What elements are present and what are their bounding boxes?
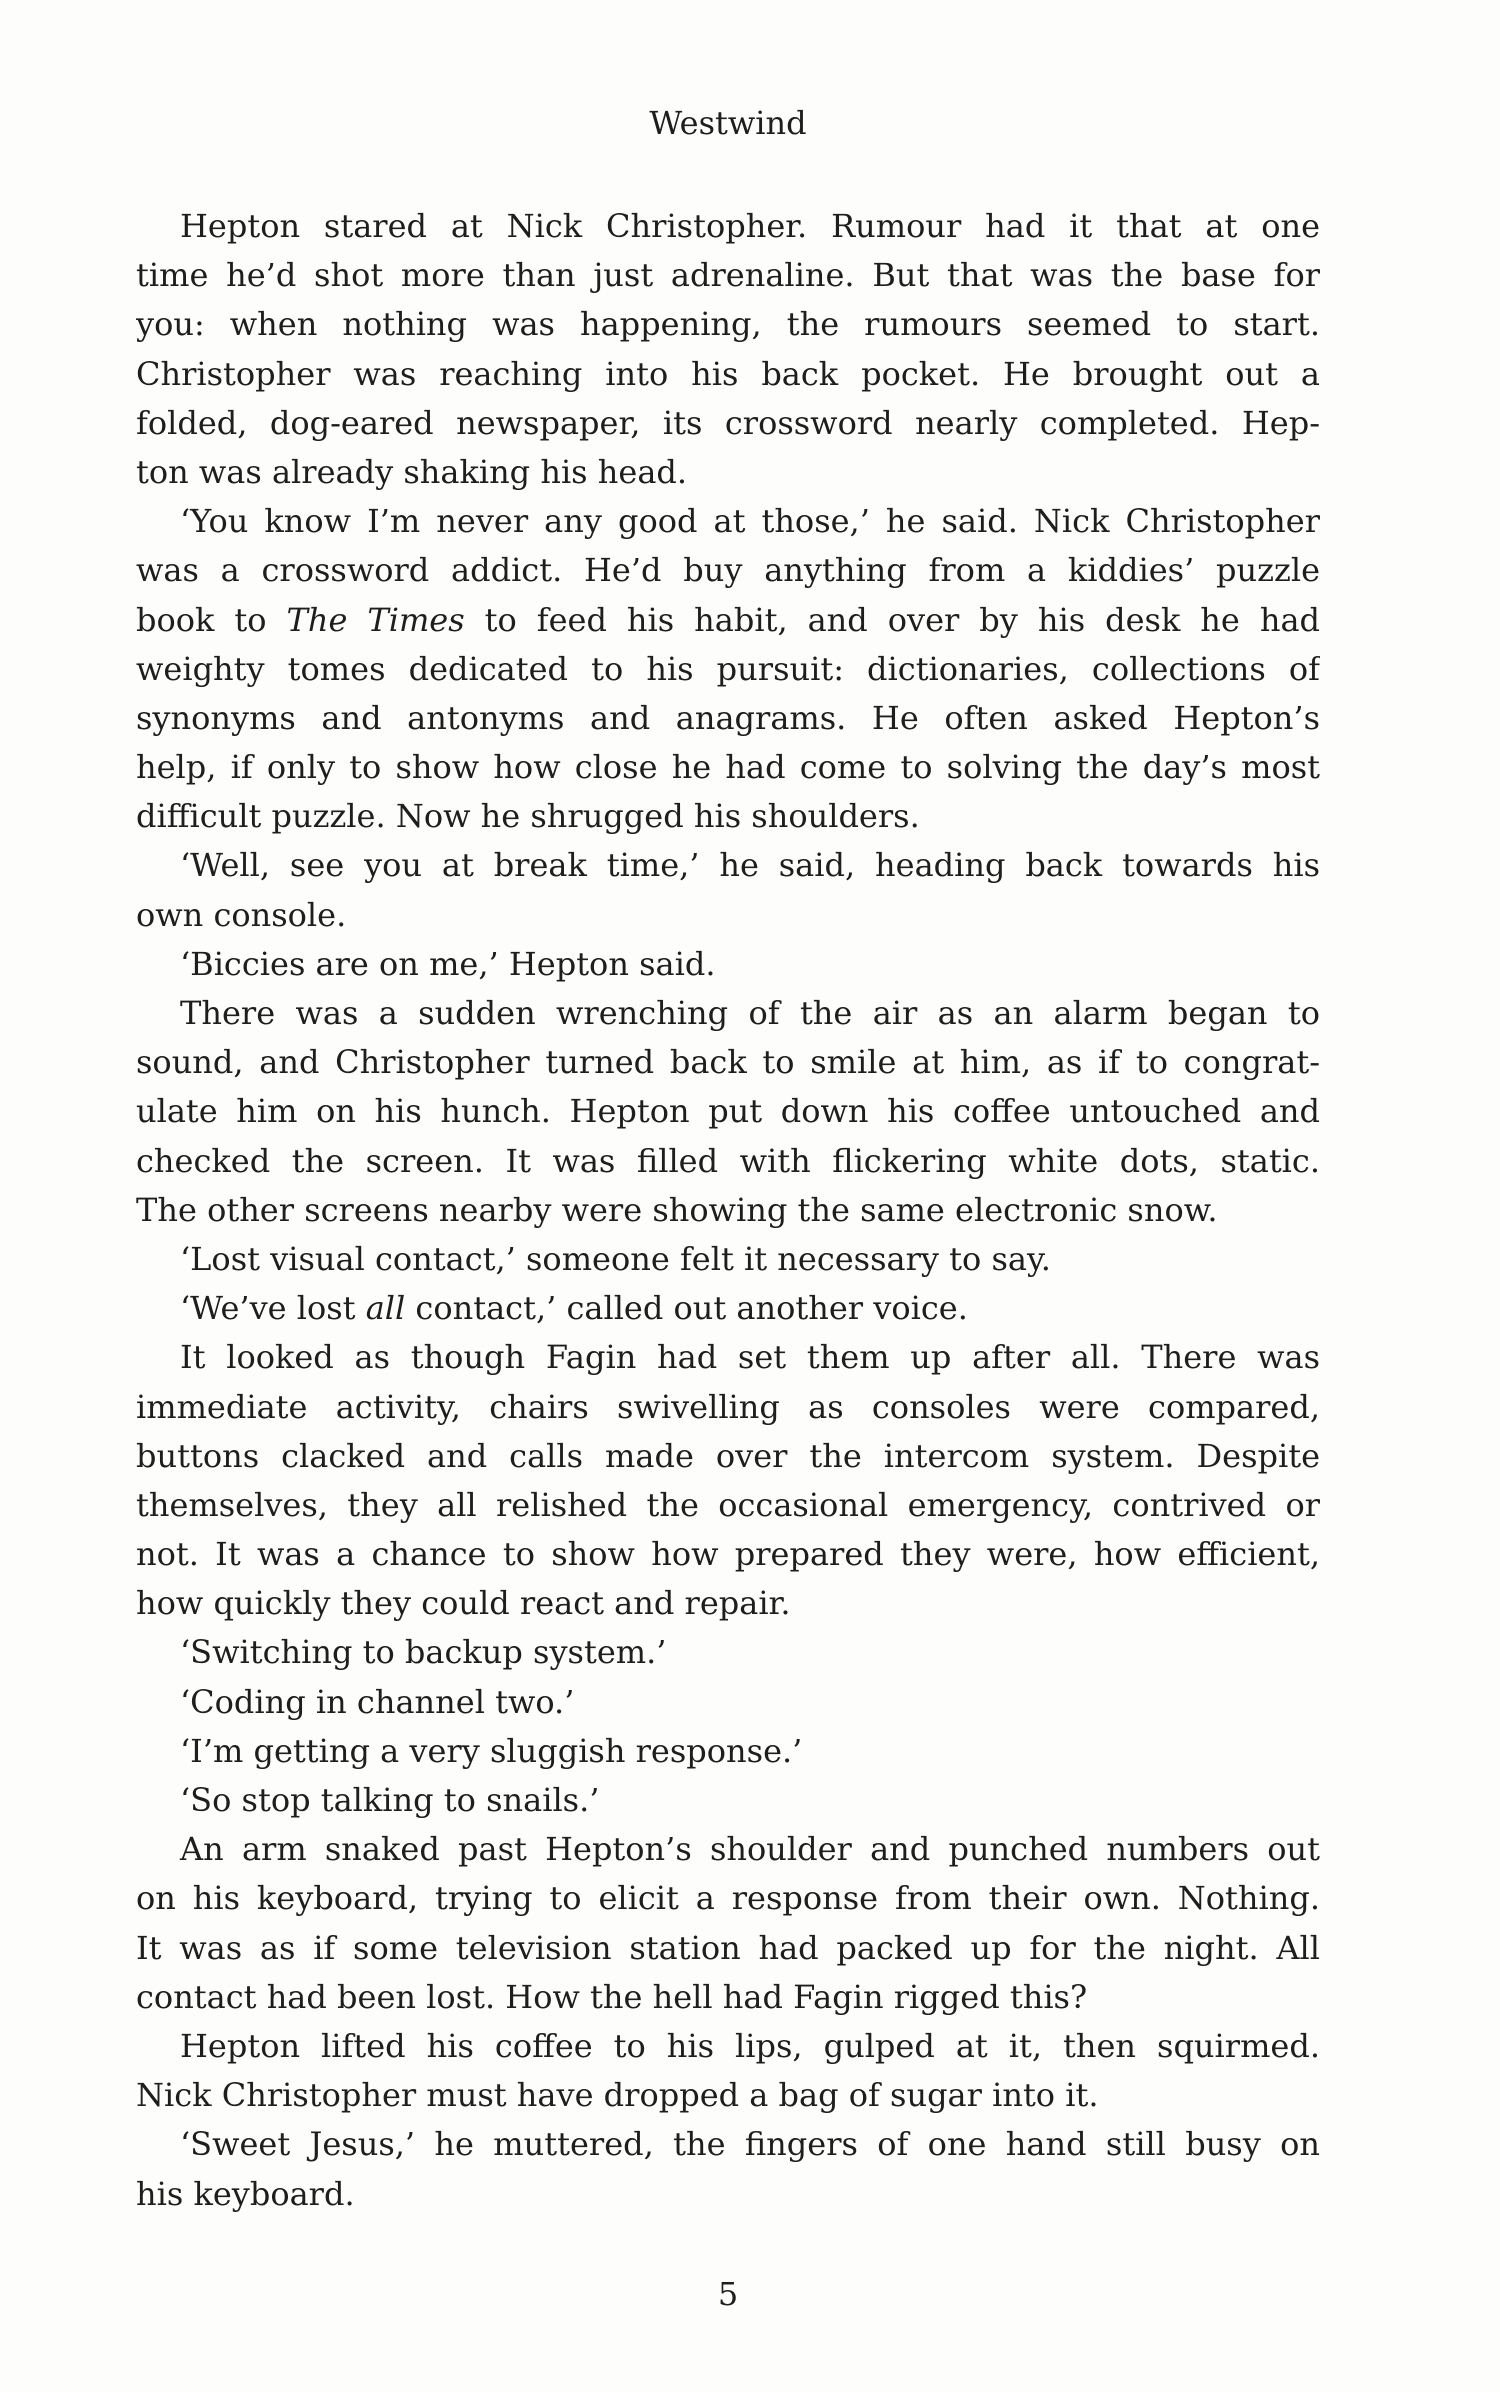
text-segment: ‘I’m getting a very sluggish response.’ xyxy=(180,1731,803,1770)
text-line xyxy=(136,2022,1320,2071)
text-segment: ‘We’ve lost xyxy=(180,1289,366,1328)
text-segment: weighty tomes dedicated to his pursuit: dictionaries, collections of xyxy=(136,649,1320,688)
text-line xyxy=(136,2170,1320,2219)
text-line xyxy=(136,792,1320,841)
text-segment: ton was already shaking his head. xyxy=(136,452,688,491)
text-segment: help, if only to show how close he had come to solving the day’s most xyxy=(136,748,1320,787)
page-number: 5 xyxy=(717,2275,739,2313)
text-line xyxy=(136,596,1320,645)
text-line xyxy=(136,1284,1320,1333)
text-line xyxy=(136,1481,1320,1530)
text-segment: synonyms and antonyms and anagrams. He often asked Hepton’s xyxy=(136,698,1320,737)
text-line xyxy=(136,1727,1320,1776)
text-line xyxy=(136,940,1320,989)
text-segment: There was a sudden wrenching of the air as an alarm began to xyxy=(180,994,1320,1032)
text-segment: ‘So stop talking to snails.’ xyxy=(180,1781,600,1819)
text-line xyxy=(136,1235,1320,1284)
text-segment: sound, and Christopher turned back to smile at him, as if to congrat- xyxy=(136,1043,1320,1082)
text-line xyxy=(136,300,1320,349)
text-line xyxy=(136,1186,1320,1235)
text-line xyxy=(136,1825,1320,1874)
running-header: Westwind xyxy=(649,104,807,142)
text-segment: An arm snaked past Hepton’s shoulder and punched numbers out xyxy=(180,1830,1320,1869)
text-segment: themselves, they all relished the occasional emergency, contrived or xyxy=(136,1485,1320,1524)
text-line xyxy=(136,645,1320,694)
text-segment: Hepton lifted his coffee to his lips, gulped at it, then squirmed. xyxy=(180,2026,1320,2065)
text-segment: you: when nothing was happening, the rumours seemed to start. xyxy=(136,305,1320,344)
text-segment: checked the screen. It was filled with flickering white dots, static. xyxy=(136,1141,1320,1180)
text-line xyxy=(136,448,1320,497)
text-line xyxy=(136,891,1320,940)
text-line xyxy=(136,399,1320,448)
text-line xyxy=(136,1087,1320,1136)
text-segment: It was as if some television station had packed up for the night. All xyxy=(136,1928,1320,1967)
italic-text: The Times xyxy=(286,600,465,639)
text-segment: ‘You know I’m never any good at those,’ he said. Nick Christopher xyxy=(180,502,1320,541)
text-segment: was a crossword addict. He’d buy anything from a kiddies’ puzzle xyxy=(136,551,1320,590)
text-segment: The other screens nearby were showing the same electronic snow. xyxy=(136,1190,1218,1229)
text-segment: own console. xyxy=(136,895,347,934)
text-line xyxy=(136,1038,1320,1087)
text-segment: ‘Coding in channel two.’ xyxy=(180,1682,575,1721)
text-segment: ‘Well, see you at break time,’ he said, heading back towards his xyxy=(180,846,1320,885)
text-segment: contact had been lost. How the hell had Fagin rigged this? xyxy=(136,1977,1088,2016)
text-segment: Christopher was reaching into his back pocket. He brought out a xyxy=(136,354,1320,393)
text-segment: to feed his habit, and over by his desk he had xyxy=(464,600,1320,639)
text-segment: folded, dog-eared newspaper, its crossword nearly completed. Hep- xyxy=(136,403,1320,442)
text-segment: how quickly they could react and repair. xyxy=(136,1584,791,1623)
text-line xyxy=(136,251,1320,300)
text-segment: ulate him on his hunch. Hepton put down his coffee untouched and xyxy=(136,1092,1320,1131)
text-segment: ‘Sweet Jesus,’ he muttered, the fingers of one hand still busy on xyxy=(180,2125,1320,2164)
text-line xyxy=(136,1678,1320,1727)
text-segment: immediate activity, chairs swivelling as consoles were compared, xyxy=(136,1387,1320,1426)
text-segment: his keyboard. xyxy=(136,2174,355,2213)
italic-text: all xyxy=(365,1289,406,1328)
text-line xyxy=(136,1874,1320,1923)
text-segment: Hepton stared at Nick Christopher. Rumour had it that at one xyxy=(180,207,1320,245)
text-line xyxy=(136,350,1320,399)
text-segment: Nick Christopher must have dropped a bag of sugar into it. xyxy=(136,2076,1099,2115)
text-line xyxy=(136,694,1320,743)
text-line xyxy=(136,202,1320,251)
text-line xyxy=(136,1579,1320,1628)
text-line xyxy=(136,1137,1320,1186)
text-line xyxy=(136,497,1320,546)
text-line xyxy=(136,1333,1320,1382)
text-line xyxy=(136,1432,1320,1481)
text-segment: book to xyxy=(136,600,287,639)
text-line xyxy=(136,1776,1320,1825)
text-segment: ‘Switching to backup system.’ xyxy=(180,1633,667,1672)
text-segment: contact,’ called out another voice. xyxy=(405,1289,968,1328)
text-line xyxy=(136,989,1320,1038)
text-segment: ‘Lost visual contact,’ someone felt it necessary to say. xyxy=(180,1239,1051,1278)
text-line xyxy=(136,2071,1320,2120)
text-segment: time he’d shot more than just adrenaline. But that was the base for xyxy=(136,256,1320,295)
body-text xyxy=(136,202,1320,2219)
text-segment: not. It was a chance to show how prepared they were, how efficient, xyxy=(136,1535,1320,1574)
text-line xyxy=(136,1924,1320,1973)
text-segment: It looked as though Fagin had set them up after all. There was xyxy=(180,1338,1320,1377)
text-segment: difficult puzzle. Now he shrugged his shoulders. xyxy=(136,797,920,836)
text-line xyxy=(136,1383,1320,1432)
text-line xyxy=(136,1628,1320,1677)
text-line xyxy=(136,743,1320,792)
text-line xyxy=(136,1530,1320,1579)
text-segment: buttons clacked and calls made over the intercom system. Despite xyxy=(136,1436,1320,1475)
text-line xyxy=(136,546,1320,595)
text-line xyxy=(136,841,1320,890)
text-line xyxy=(136,1973,1320,2022)
text-line xyxy=(136,2120,1320,2169)
text-segment: on his keyboard, trying to elicit a response from their own. Nothing. xyxy=(136,1879,1320,1918)
text-segment: ‘Biccies are on me,’ Hepton said. xyxy=(180,944,716,983)
